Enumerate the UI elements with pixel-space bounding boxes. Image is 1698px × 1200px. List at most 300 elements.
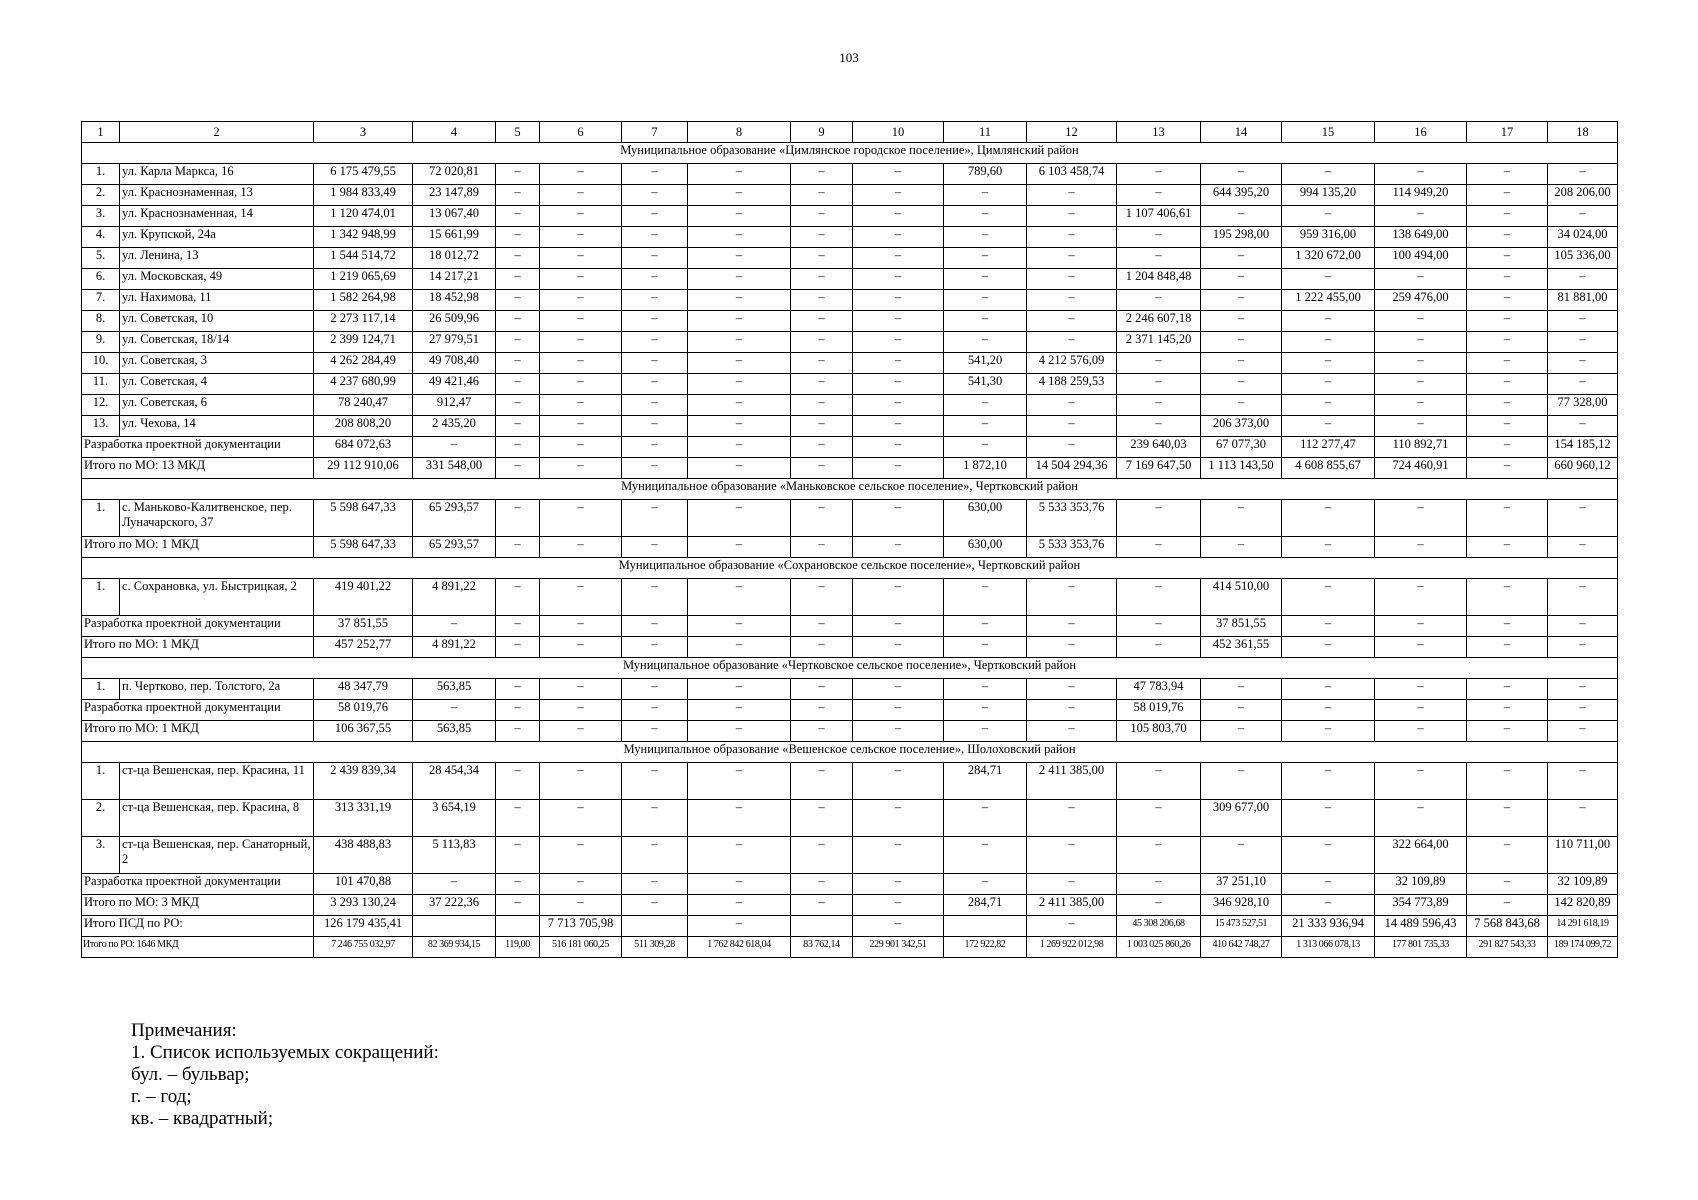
column-header: 4 [413, 122, 496, 143]
summary-row [82, 895, 1618, 916]
table-cell: – [1467, 437, 1548, 458]
table-cell: 4 262 284,49 [314, 353, 413, 374]
table-cell: – [1027, 637, 1117, 658]
table-cell: 959 316,00 [1282, 227, 1375, 248]
table-cell: 516 181 060,25 [540, 937, 622, 958]
table-cell: – [1117, 395, 1201, 416]
table-cell: 13 067,40 [413, 206, 496, 227]
table-cell: – [1548, 311, 1618, 332]
table-cell: 72 020,81 [413, 164, 496, 185]
table-cell: – [413, 700, 496, 721]
table-cell: – [944, 206, 1027, 227]
table-cell: 14 504 294,36 [1027, 458, 1117, 479]
table-cell: – [1548, 700, 1618, 721]
table-cell: – [853, 721, 944, 742]
table-cell: – [791, 353, 853, 374]
table-cell: – [853, 458, 944, 479]
table-cell: – [622, 332, 688, 353]
table-cell: – [853, 837, 944, 874]
table-cell: – [1282, 837, 1375, 874]
table-row [82, 374, 1618, 395]
table-cell: – [791, 895, 853, 916]
column-header: 12 [1027, 122, 1117, 143]
table-cell: – [496, 416, 540, 437]
table-row [82, 579, 1618, 616]
table-cell: 1 113 143,50 [1201, 458, 1282, 479]
table-cell: – [1548, 374, 1618, 395]
table-cell: – [688, 874, 791, 895]
table-cell: 4 608 855,67 [1282, 458, 1375, 479]
table-cell: 14 217,21 [413, 269, 496, 290]
row-number: 8. [82, 311, 120, 332]
table-cell: – [853, 616, 944, 637]
table-cell: – [540, 700, 622, 721]
table-cell: – [1375, 374, 1467, 395]
table-cell: – [853, 206, 944, 227]
table-cell: 4 891,22 [413, 637, 496, 658]
section-title: Муниципальное образование «Цимлянское городское поселение», Цимлянский район [82, 143, 1618, 164]
table-cell: 4 237 680,99 [314, 374, 413, 395]
table-cell: – [540, 206, 622, 227]
table-cell: – [853, 800, 944, 837]
table-cell: – [1117, 837, 1201, 874]
table-cell: 78 240,47 [314, 395, 413, 416]
table-cell: 419 401,22 [314, 579, 413, 616]
table-cell: – [1375, 637, 1467, 658]
table-cell: – [1467, 206, 1548, 227]
table-cell: – [1117, 164, 1201, 185]
table-cell: – [688, 763, 791, 800]
table-cell: 37 851,55 [1201, 616, 1282, 637]
table-cell: 630,00 [944, 537, 1027, 558]
table-cell: – [1375, 700, 1467, 721]
table-cell: – [791, 763, 853, 800]
table-cell: – [1282, 353, 1375, 374]
table-cell: – [496, 353, 540, 374]
table-cell: – [540, 874, 622, 895]
table-cell: – [791, 537, 853, 558]
table-cell: – [1467, 874, 1548, 895]
table-cell: – [944, 227, 1027, 248]
table-cell: – [622, 437, 688, 458]
column-header: 8 [688, 122, 791, 143]
table-row [82, 290, 1618, 311]
abbreviation-2: г. – год; [131, 1086, 192, 1107]
table-cell: – [1117, 874, 1201, 895]
row-address: ул. Крупской, 24а [120, 227, 314, 248]
row-number: 1. [82, 164, 120, 185]
table-cell: 83 762,14 [791, 937, 853, 958]
table-cell: – [791, 227, 853, 248]
table-cell: 189 174 099,72 [1548, 937, 1618, 958]
table-cell: 82 369 934,15 [413, 937, 496, 958]
table-cell: 77 328,00 [1548, 395, 1618, 416]
column-header: 14 [1201, 122, 1282, 143]
summary-label: Итого по МО: 3 МКД [82, 895, 314, 916]
summary-label: Итого по МО: 1 МКД [82, 721, 314, 742]
table-cell: – [496, 248, 540, 269]
table-cell: – [496, 874, 540, 895]
table-cell: 49 421,46 [413, 374, 496, 395]
table-cell: – [688, 353, 791, 374]
table-cell: – [622, 637, 688, 658]
table-cell: – [1201, 700, 1282, 721]
row-number: 1. [82, 763, 120, 800]
table-cell: – [496, 616, 540, 637]
column-header: 7 [622, 122, 688, 143]
table-body [82, 143, 1618, 958]
table-cell: – [688, 206, 791, 227]
table-cell: 660 960,12 [1548, 458, 1618, 479]
table-cell: – [622, 458, 688, 479]
table-cell: 291 827 543,33 [1467, 937, 1548, 958]
table-cell: – [1548, 800, 1618, 837]
table-cell: – [688, 269, 791, 290]
table-cell: 2 435,20 [413, 416, 496, 437]
table-cell: – [1027, 721, 1117, 742]
abbreviation-3: кв. – квадратный; [131, 1108, 274, 1129]
summary-row [82, 458, 1618, 479]
table-cell: – [1027, 700, 1117, 721]
table-cell: – [1548, 332, 1618, 353]
table-cell: 2 399 124,71 [314, 332, 413, 353]
table-cell: – [853, 332, 944, 353]
table-cell: 457 252,77 [314, 637, 413, 658]
table-cell: 37 851,55 [314, 616, 413, 637]
table-cell: – [1548, 164, 1618, 185]
table-cell: – [791, 290, 853, 311]
table-cell: 2 411 385,00 [1027, 763, 1117, 800]
notes [131, 1020, 439, 1130]
table-cell: – [944, 332, 1027, 353]
table-cell: – [1467, 537, 1548, 558]
table-row [82, 837, 1618, 874]
table-cell: – [944, 800, 1027, 837]
table-cell: – [1201, 837, 1282, 874]
table-cell: – [622, 616, 688, 637]
table-row [82, 679, 1618, 700]
table-cell: 67 077,30 [1201, 437, 1282, 458]
table-cell: – [622, 700, 688, 721]
table-cell: 2 273 117,14 [314, 311, 413, 332]
table-cell: 4 891,22 [413, 579, 496, 616]
table-cell: – [496, 837, 540, 874]
row-number: 6. [82, 269, 120, 290]
table-cell: – [688, 164, 791, 185]
table-cell: 112 277,47 [1282, 437, 1375, 458]
table-cell: 48 347,79 [314, 679, 413, 700]
column-header: 18 [1548, 122, 1618, 143]
table-cell: – [944, 637, 1027, 658]
table-cell: 58 019,76 [1117, 700, 1201, 721]
table-cell: – [540, 579, 622, 616]
table-cell: – [853, 374, 944, 395]
table-cell: – [622, 763, 688, 800]
table-cell: – [1201, 311, 1282, 332]
table-cell: – [1027, 800, 1117, 837]
table-cell: 789,60 [944, 164, 1027, 185]
table-cell: – [791, 206, 853, 227]
row-address: ул. Ленина, 13 [120, 248, 314, 269]
table-cell: – [944, 185, 1027, 206]
table-cell: 110 892,71 [1375, 437, 1467, 458]
table-cell: 206 373,00 [1201, 416, 1282, 437]
table-cell: – [853, 916, 944, 937]
table-cell: – [944, 837, 1027, 874]
table-cell: – [1375, 679, 1467, 700]
table-cell: 5 598 647,33 [314, 537, 413, 558]
table-cell: – [688, 248, 791, 269]
table-cell: – [1027, 916, 1117, 937]
table-cell: – [1201, 500, 1282, 537]
table-cell: – [688, 185, 791, 206]
table-cell: 28 454,34 [413, 763, 496, 800]
row-address: ст-ца Вешенская, пер. Красина, 8 [120, 800, 314, 837]
summary-label: Разработка проектной документации [82, 437, 314, 458]
table-cell: – [1027, 227, 1117, 248]
row-address: с. Маньково-Калитвенское, пер. Луначарского, 37 [120, 500, 314, 537]
table-cell: – [791, 579, 853, 616]
row-address: ул. Чехова, 14 [120, 416, 314, 437]
table-row [82, 248, 1618, 269]
table-cell: – [944, 311, 1027, 332]
table-cell: 32 109,89 [1375, 874, 1467, 895]
table-cell: – [1117, 500, 1201, 537]
notes-item-1: 1. Список используемых сокращений: [131, 1042, 439, 1063]
total-label: Итого ПСД по РО: [82, 916, 314, 937]
table-cell: – [540, 437, 622, 458]
table-cell: 410 642 748,27 [1201, 937, 1282, 958]
table-cell: 7 169 647,50 [1117, 458, 1201, 479]
table-cell: – [944, 248, 1027, 269]
table-cell: – [944, 874, 1027, 895]
table-cell: – [1548, 416, 1618, 437]
table-cell: – [1282, 895, 1375, 916]
table-cell: – [1117, 227, 1201, 248]
table-cell: 2 246 607,18 [1117, 311, 1201, 332]
table-cell: – [944, 721, 1027, 742]
table-cell: – [496, 579, 540, 616]
table-cell: – [1467, 269, 1548, 290]
table-cell: 1 313 066 078,13 [1282, 937, 1375, 958]
row-address: ул. Советская, 18/14 [120, 332, 314, 353]
table-cell: 284,71 [944, 763, 1027, 800]
table-cell: 684 072,63 [314, 437, 413, 458]
table-cell: – [496, 206, 540, 227]
table-cell: – [1282, 416, 1375, 437]
table-cell: – [1375, 416, 1467, 437]
table-cell: – [540, 800, 622, 837]
table-cell: – [853, 395, 944, 416]
table-cell: – [1467, 721, 1548, 742]
table-cell: – [540, 227, 622, 248]
table-cell: 45 308 206,68 [1117, 916, 1201, 937]
table-cell: – [853, 763, 944, 800]
table-cell: 1 582 264,98 [314, 290, 413, 311]
table-cell: – [496, 895, 540, 916]
table-cell: – [1467, 227, 1548, 248]
table-cell: – [1467, 353, 1548, 374]
column-header: 1 [82, 122, 120, 143]
table-cell: – [1548, 500, 1618, 537]
table-cell: – [496, 185, 540, 206]
table-cell: – [1375, 763, 1467, 800]
summary-label: Разработка проектной документации [82, 874, 314, 895]
table-cell: – [853, 290, 944, 311]
row-number: 10. [82, 353, 120, 374]
table-cell: – [1467, 700, 1548, 721]
table-cell: 105 803,70 [1117, 721, 1201, 742]
table-cell: – [1282, 311, 1375, 332]
table-cell: – [1282, 537, 1375, 558]
row-number: 2. [82, 800, 120, 837]
table-cell: – [540, 895, 622, 916]
table-cell: – [1467, 800, 1548, 837]
table-row [82, 500, 1618, 537]
table-cell: – [1282, 874, 1375, 895]
table-cell: – [1548, 679, 1618, 700]
table-cell: – [1027, 311, 1117, 332]
table-row [82, 353, 1618, 374]
table-cell: – [853, 227, 944, 248]
table-cell: – [1467, 500, 1548, 537]
summary-row [82, 437, 1618, 458]
table-cell: – [540, 269, 622, 290]
table-cell: 5 533 353,76 [1027, 537, 1117, 558]
table-cell: – [496, 437, 540, 458]
table-cell: 1 269 922 012,98 [1027, 937, 1117, 958]
table-cell: – [1027, 837, 1117, 874]
table-cell: – [540, 332, 622, 353]
table-cell: – [791, 500, 853, 537]
row-address: ст-ца Вешенская, пер. Санаторный, 2 [120, 837, 314, 874]
table-cell [496, 916, 540, 937]
total-row [82, 916, 1618, 937]
table-cell: – [496, 164, 540, 185]
row-address: ул. Советская, 4 [120, 374, 314, 395]
table-cell: – [1467, 895, 1548, 916]
table-cell: – [791, 458, 853, 479]
table-cell: 65 293,57 [413, 500, 496, 537]
table-cell: – [944, 416, 1027, 437]
table-cell: – [1467, 679, 1548, 700]
table-cell: 1 872,10 [944, 458, 1027, 479]
table-cell: – [853, 637, 944, 658]
table-cell: – [1201, 353, 1282, 374]
table-cell: – [1027, 416, 1117, 437]
table-cell: – [1117, 374, 1201, 395]
table-cell: – [622, 679, 688, 700]
table-cell: – [1467, 763, 1548, 800]
row-number: 9. [82, 332, 120, 353]
column-header: 2 [120, 122, 314, 143]
section-row [82, 479, 1618, 500]
table-cell: – [1467, 837, 1548, 874]
table-row [82, 800, 1618, 837]
table-cell: – [496, 332, 540, 353]
table-cell: – [540, 353, 622, 374]
table-cell: 5 113,83 [413, 837, 496, 874]
table-cell: – [1375, 721, 1467, 742]
section-title: Муниципальное образование «Маньковское сельское поселение», Чертковский район [82, 479, 1618, 500]
table-cell: 2 411 385,00 [1027, 895, 1117, 916]
table-cell: – [1467, 395, 1548, 416]
table-cell: – [540, 416, 622, 437]
data-table [81, 121, 1618, 958]
section-row [82, 143, 1618, 164]
table-cell: – [496, 311, 540, 332]
table-cell: 4 188 259,53 [1027, 374, 1117, 395]
table-cell: 81 881,00 [1548, 290, 1618, 311]
table-cell: 4 212 576,09 [1027, 353, 1117, 374]
section-row [82, 742, 1618, 763]
table-cell: – [1467, 248, 1548, 269]
table-cell: 644 395,20 [1201, 185, 1282, 206]
table-cell: 354 773,89 [1375, 895, 1467, 916]
table-cell: 1 762 842 618,04 [688, 937, 791, 958]
table-cell: 5 533 353,76 [1027, 500, 1117, 537]
summary-row [82, 700, 1618, 721]
table-cell: – [1027, 679, 1117, 700]
row-address: ул. Краснознаменная, 13 [120, 185, 314, 206]
table-cell: 5 598 647,33 [314, 500, 413, 537]
column-header: 6 [540, 122, 622, 143]
table-cell: – [622, 721, 688, 742]
table-cell: 309 677,00 [1201, 800, 1282, 837]
table-cell: – [688, 458, 791, 479]
table-cell: 142 820,89 [1548, 895, 1618, 916]
table-cell: – [791, 395, 853, 416]
table-cell: 322 664,00 [1375, 837, 1467, 874]
table-cell: – [688, 721, 791, 742]
table-cell: – [1117, 800, 1201, 837]
table-cell: 259 476,00 [1375, 290, 1467, 311]
table-cell: – [1282, 579, 1375, 616]
table-row [82, 269, 1618, 290]
summary-label: Итого по МО: 1 МКД [82, 637, 314, 658]
table-cell: 154 185,12 [1548, 437, 1618, 458]
table-cell: 106 367,55 [314, 721, 413, 742]
table-cell: – [1201, 395, 1282, 416]
table-cell: – [791, 437, 853, 458]
table-cell [622, 916, 688, 937]
table-cell: 126 179 435,41 [314, 916, 413, 937]
table-cell: – [496, 537, 540, 558]
table-cell: – [1467, 164, 1548, 185]
table-cell: – [688, 311, 791, 332]
table-cell: 1 107 406,61 [1117, 206, 1201, 227]
table-cell: – [853, 185, 944, 206]
row-number: 5. [82, 248, 120, 269]
table-cell: – [1027, 437, 1117, 458]
table-cell: 912,47 [413, 395, 496, 416]
summary-row [82, 537, 1618, 558]
table-cell: – [622, 248, 688, 269]
table-cell: – [688, 395, 791, 416]
table-cell: – [540, 616, 622, 637]
table-cell: – [853, 164, 944, 185]
table-cell: – [853, 537, 944, 558]
row-address: ул. Советская, 10 [120, 311, 314, 332]
table-cell: 18 012,72 [413, 248, 496, 269]
section-title: Муниципальное образование «Чертковское сельское поселение», Чертковский район [82, 658, 1618, 679]
total-label: Итого по РО: 1646 МКД [82, 937, 314, 958]
table-cell: – [496, 290, 540, 311]
table-cell: 3 654,19 [413, 800, 496, 837]
table-cell: – [791, 837, 853, 874]
table-cell: – [622, 874, 688, 895]
row-number: 13. [82, 416, 120, 437]
